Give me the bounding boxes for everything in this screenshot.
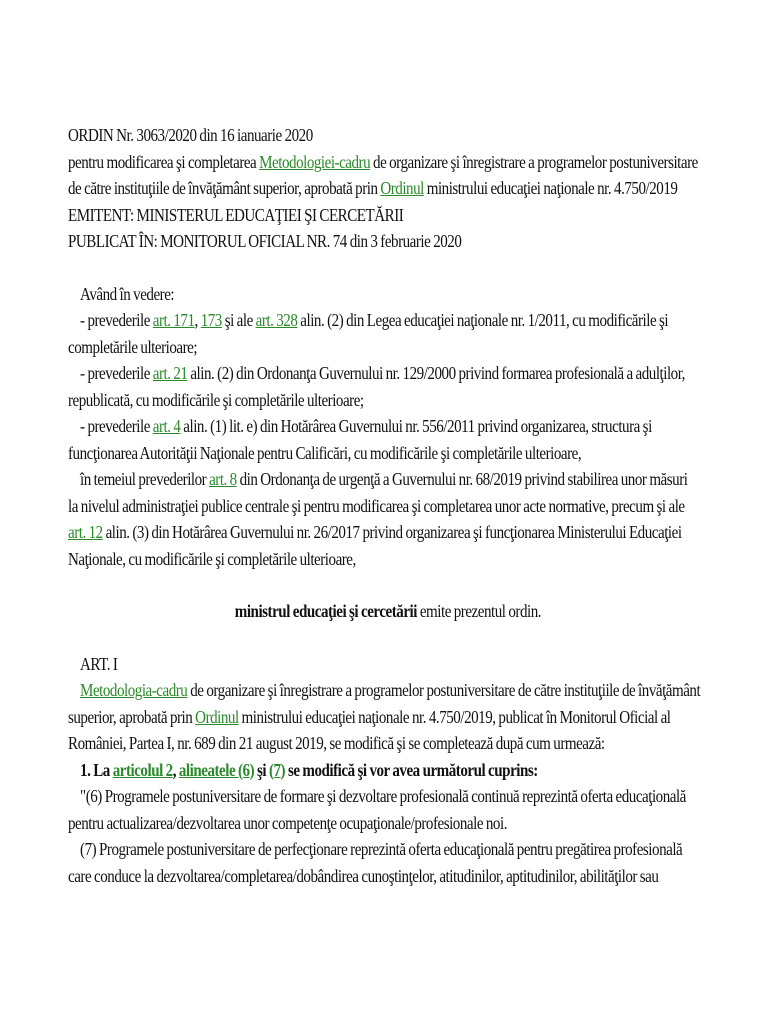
text-run: ,: [194, 310, 201, 330]
paragraph-7-line-2: care conduce la dezvoltarea/completarea/dobândirea cunoştinţelor, atitudinilor, aptitudinilor, abilităţilor sau: [68, 865, 659, 886]
order-subtitle-line-1: [68, 149, 708, 176]
article-title: ART. I: [80, 653, 118, 674]
text-run: alin. (2) din Legea educaţiei naţionale nr. 1/2011, cu modificările şi: [297, 310, 669, 330]
preamble-item-4-cont-1: la nivelul administraţiei publice centrale şi pentru modificarea şi completarea unor acte normative, precum şi ale: [68, 495, 685, 516]
link-articolul-2[interactable]: articolul 2: [112, 759, 173, 780]
link-art-4[interactable]: art. 4: [152, 416, 181, 436]
document-page: [68, 122, 708, 889]
link-art-21[interactable]: art. 21: [152, 363, 188, 383]
preamble-intro: Având în vedere:: [80, 283, 175, 304]
text-run: şi ale: [221, 310, 256, 330]
text-run: superior, aprobată prin: [68, 706, 196, 727]
preamble-item-1-cont: completările ulterioare;: [68, 336, 198, 357]
link-7[interactable]: (7): [268, 759, 286, 780]
preamble-item-4: [68, 466, 708, 493]
issuer: EMITENT: MINISTERUL EDUCAŢIEI ŞI CERCETĂRII: [68, 204, 404, 225]
article-line-1: [68, 677, 708, 704]
paragraph-6-line-2: pentru actualizarea/dezvoltarea unor competenţe ocupaţionale/profesionale noi.: [68, 812, 507, 833]
text-run: de organizare şi înregistrare a programelor postuniversitare de către instituţiile de învăţământ: [187, 680, 701, 700]
text-run: - prevederile: [80, 310, 153, 330]
link-art-328[interactable]: art. 328: [255, 310, 298, 330]
text-run: ministrului educaţiei naţionale nr. 4.750/2019, publicat în Monitorul Oficial al: [238, 706, 671, 727]
text-run: emite prezentul ordin.: [416, 601, 542, 621]
preamble-item-1: [68, 307, 708, 334]
preamble-item-4-cont-3: Naţionale, cu modificările şi completările ulterioare,: [68, 548, 356, 569]
text-run: se modifică şi vor avea următorul cuprins:: [285, 759, 538, 780]
order-title: ORDIN Nr. 3063/2020 din 16 ianuarie 2020: [68, 125, 313, 145]
decree-bold: ministrul educaţiei şi cercetării: [234, 601, 417, 621]
order-subtitle-line-2: [68, 175, 708, 202]
published-in: PUBLICAT ÎN: MONITORUL OFICIAL NR. 74 din 3 februarie 2020: [68, 231, 462, 251]
link-ordinul-2[interactable]: Ordinul: [195, 706, 239, 727]
text-run: - prevederile: [80, 416, 153, 436]
preamble-item-2-cont: republicată, cu modificările şi completările ulterioare;: [68, 389, 364, 410]
spacer: [68, 572, 708, 598]
paragraph-7-line-1: (7) Programele postuniversitare de perfecţionare reprezintă oferta educaţională pentru pregătirea profesională: [80, 839, 683, 859]
text-run: 1. La: [80, 759, 113, 780]
text-run: - prevederile: [80, 363, 153, 383]
link-art-12[interactable]: art. 12: [68, 522, 103, 542]
text-run: alin. (2) din Ordonanţa Guvernului nr. 129/2000 privind formarea profesională a adulţilor,: [187, 363, 685, 383]
preamble-item-3: [68, 413, 708, 440]
link-art-8[interactable]: art. 8: [209, 469, 237, 489]
preamble-item-2: [68, 360, 708, 387]
text-run: alin. (1) lit. e) din Hotărârea Guvernului nr. 556/2011 privind organizarea, structura şi: [180, 416, 652, 436]
link-metodologia-cadru[interactable]: Metodologiei-cadru: [259, 151, 371, 172]
text-run: de organizare şi înregistrare a programelor postuniversitare: [370, 151, 698, 172]
link-alineatele-6[interactable]: alineatele (6): [178, 759, 255, 780]
spacer: [68, 625, 708, 651]
preamble-item-4-cont-2: [68, 519, 708, 546]
text-run: ,: [172, 759, 179, 780]
text-run: din Ordonanţa de urgenţă a Guvernului nr. 68/2019 privind stabilirea unor măsuri: [236, 469, 688, 489]
text-run: în temeiul prevederilor: [80, 469, 210, 489]
text-run: pentru modificarea şi completarea: [68, 151, 260, 172]
text-run: şi: [254, 759, 269, 780]
preamble-item-3-cont: funcţionarea Autorităţii Naţionale pentru Calificări, cu modificările şi completările ulterioare,: [68, 442, 582, 463]
paragraph-6-line-1: "(6) Programele postuniversitare de formare şi dezvoltare profesională continuă reprezintă oferta educaţională: [80, 786, 686, 806]
article-line-2: [68, 704, 708, 731]
text-run: alin. (3) din Hotărârea Guvernului nr. 26/2017 privind organizarea şi funcţionarea Ministerului Educaţiei: [102, 522, 682, 542]
decree-statement: [68, 598, 708, 625]
link-ordinul[interactable]: Ordinul: [380, 178, 424, 198]
text-run: ministrului educaţiei naţionale nr. 4.750/2019: [423, 178, 678, 198]
text-run: de către instituţiile de învăţământ superior, aprobată prin: [68, 178, 381, 198]
link-metodologia-cadru-2[interactable]: Metodologia-cadru: [80, 680, 188, 700]
link-art-173[interactable]: 173: [200, 310, 222, 330]
article-line-3: României, Partea I, nr. 689 din 21 august 2019, se modifică şi se completează după cum urmează:: [68, 733, 605, 753]
point-1-heading: [68, 757, 708, 784]
spacer: [68, 255, 708, 281]
link-art-171[interactable]: art. 171: [152, 310, 195, 330]
